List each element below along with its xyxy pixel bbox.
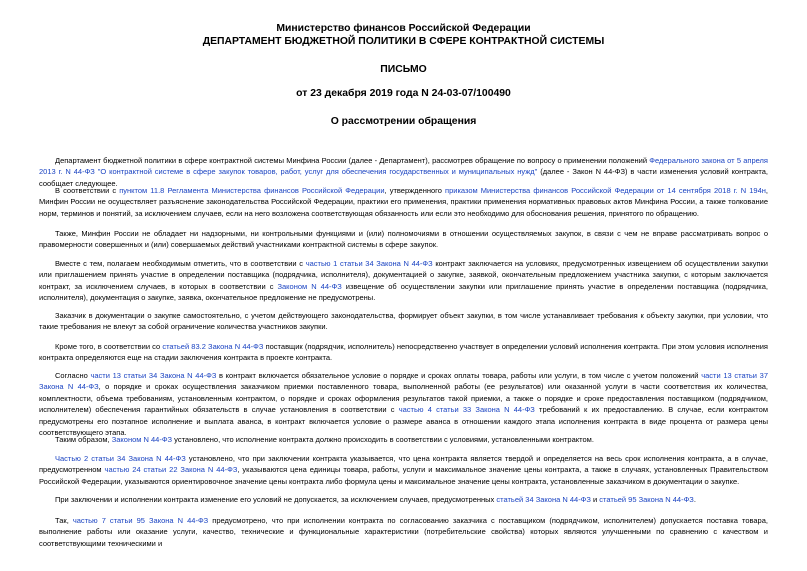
paragraph-customer-documentation (39, 310, 768, 333)
text-run: , указываются цена единицы товара, работы, услуги и максимальное значение цены контракта, а также в случаях, установленных Правительством Российской Федерации, указываются ориентировочное значение цены контракта либо формула цены и максимальное значение цены контракта, установленные заказчиком в документации о закупке. (39, 465, 768, 486)
paragraph-conclusion (39, 434, 768, 445)
article-34-part-2-link[interactable]: Частью 2 статьи 34 Закона N 44-ФЗ (55, 454, 186, 463)
text-run: Согласно (55, 371, 91, 380)
paragraph-regulation (39, 185, 768, 219)
paragraph-fixed-price (39, 453, 768, 487)
text-run: установлено, что при заключении контракта указывается, что цена контракта является твердой и определяется на весь срок исполнения контракта, а в случае, предусмотренном (39, 454, 768, 475)
paragraph-no-supervision (39, 228, 768, 251)
article-83-2-link[interactable]: статьей 83.2 Закона N 44-ФЗ (162, 342, 264, 351)
article-34-link[interactable]: статьей 34 Закона N 44-ФЗ (496, 495, 591, 504)
text-run: извещение об осуществлении закупки или приглашение принять участие в определении поставщика (подрядчика, исполнителя), документация о закупке, заявка, окончательное предложение не предусмотрены. (39, 281, 768, 303)
article-34-part-13-link[interactable]: части 13 статьи 34 Закона N 44-ФЗ (90, 371, 217, 380)
text-run: в контракт включается обязательное условие о порядке и сроках оплаты товара, работы или услуги, в том числе с учетом положений (216, 371, 702, 380)
document-subject: О рассмотрении обращения (330, 116, 477, 127)
paragraph-article-83-2 (39, 341, 768, 364)
law-44fz-link[interactable]: Федерального закона от 5 апреля 2013 г. N 44-ФЗ "О контрактной системе в сфере закупок товаров, работ, услуг для обеспечения государственных и муниципальных нужд" (39, 156, 768, 177)
order-194n-link[interactable]: приказом Министерства финансов Российской Федерации от 14 сентября 2018 г. N 194н (445, 186, 766, 195)
ministry-name: Министерство финансов Российской Федерации (276, 23, 531, 34)
text-run: контракт заключается на условиях, предусмотренных извещением об осуществлении закупки или приглашением принять участие в определении поставщика (подрядчика, исполнителя), документацией о закупке, заявкой, окончательным предложением участника закупки, с которым заключается контракт, за исключением случаев, в которых в соответствии с (39, 259, 768, 291)
document-type: ПИСЬМО (380, 64, 427, 75)
regulation-point-link[interactable]: пунктом 11.8 Регламента Министерства финансов Российской Федерации (119, 186, 385, 195)
text-run: , о порядке и сроках осуществления заказчиком приемки поставленного товара, выполненной работы (ее результатов) или оказанной услуги в части соответствия их количества, комплектности, объема требованиям, установленным контрактом, о порядке и сроках оформления результатов такой приемки, а также о порядке и сроке предоставления поставщиком (подрядчиком, исполнителем) обеспечения гарантийных обязательств в случае установления в соответствии с (39, 382, 768, 415)
text-run: Так, (55, 516, 73, 525)
text-run: поставщик (подрядчик, исполнитель) непосредственно участвует в определении условий исполнения контракта. При этом условия исполнения контракта определяются еще на стадии заключения контракта в проекте контракта. (39, 342, 768, 363)
text-run: и (590, 495, 600, 504)
text-run: (далее - Закон N 44-ФЗ) в части изменения условий контракта, сообщает следующее. (39, 167, 768, 188)
article-95-part-7-link[interactable]: частью 7 статьи 95 Закона N 44-ФЗ (72, 516, 209, 525)
text-run: При заключении и исполнении контракта изменение его условий не допускается, за исключением случаев, предусмотренных (55, 495, 497, 504)
paragraph-no-changes (39, 494, 768, 505)
paragraph-contract-terms (39, 258, 768, 304)
article-22-part-24-link[interactable]: частью 24 статьи 22 Закона N 44-ФЗ (104, 465, 238, 475)
article-34-part-1-link[interactable]: частью 1 статьи 34 Закона N 44-ФЗ (305, 259, 433, 268)
text-run: В соответствии с (55, 186, 120, 195)
text-run: предусмотрено, что при исполнении контракта по согласованию заказчика с поставщиком (подрядчиком, исполнителем) допускается поставка товара, выполнение работы или оказание услуги, качество, технические и функциональные характеристики (потребительские свойства) которых являются улучшенными по сравнению с качеством и соответствующими техническими и (39, 516, 768, 548)
text-run: Кроме того, в соответствии со (55, 342, 163, 351)
text-run: , Минфин России не осуществляет разъяснение законодательства Российской Федерации, практики его применения, практики применения нормативных правовых актов Минфина России, а также толкование норм, терминов и понятий, за исключением случаев, если на него возложена соответствующая обязанность или если это необходимо для обоснования решения, принятого по обращению. (39, 186, 768, 218)
article-37-part-13-link[interactable]: части 13 статьи 37 Закона N 44-ФЗ (39, 371, 769, 392)
paragraph-article-95-part-7 (39, 515, 768, 549)
article-95-link[interactable]: статьей 95 Закона N 44-ФЗ (599, 495, 694, 504)
law-44fz-link[interactable]: Законом N 44-ФЗ (277, 281, 342, 291)
article-33-part-4-link[interactable]: частью 4 статьи 33 Закона N 44-ФЗ (398, 405, 535, 415)
document-date-number: от 23 декабря 2019 года N 24-03-07/100490 (296, 88, 511, 99)
paragraph-payment-terms (39, 370, 768, 438)
text-run: требований к их предоставлению. В случае, если контрактом предусмотрены его поэтапное исполнение и выплата аванса, в контракт включается условие о размере аванса в отношении каждого этапа исполнения контракта в виде процента от размера цены соответствующего этапа. (39, 405, 768, 438)
law-44fz-link[interactable]: Законом N 44-ФЗ (111, 435, 173, 444)
department-name: ДЕПАРТАМЕНТ БЮДЖЕТНОЙ ПОЛИТИКИ В СФЕРЕ КОНТРАКТНОЙ СИСТЕМЫ (202, 36, 605, 47)
text-run: Вместе с тем, полагаем необходимым отметить, что в соответствии с (55, 259, 306, 268)
text-run: Также, Минфин России не обладает ни надзорными, ни контрольными функциями и (или) полномочиями в отношении осуществляемых закупок, в связи с чем не вправе рассматривать вопрос о правомерности совершенных и (или) совершаемых действий участниками контрактной системы в сфере закупок. (39, 229, 768, 250)
text-run: , утвержденного (384, 186, 446, 195)
text-run: . (693, 495, 696, 504)
text-run: установлено, что исполнение контракта должно происходить в соответствии с условиями, установленными контрактом. (172, 435, 594, 444)
text-run: Заказчик в документации о закупке самостоятельно, с учетом действующего законодательства, формирует объект закупки, в том числе устанавливает требования к объекту закупки, при условии, что такие требования не влекут за собой ограничение количества участников закупки. (39, 311, 768, 332)
text-run: Департамент бюджетной политики в сфере контрактной системы Минфина России (далее - Департамент), рассмотрев обращение по вопросу о применении положений (55, 156, 650, 165)
text-run: Таким образом, (55, 435, 112, 444)
